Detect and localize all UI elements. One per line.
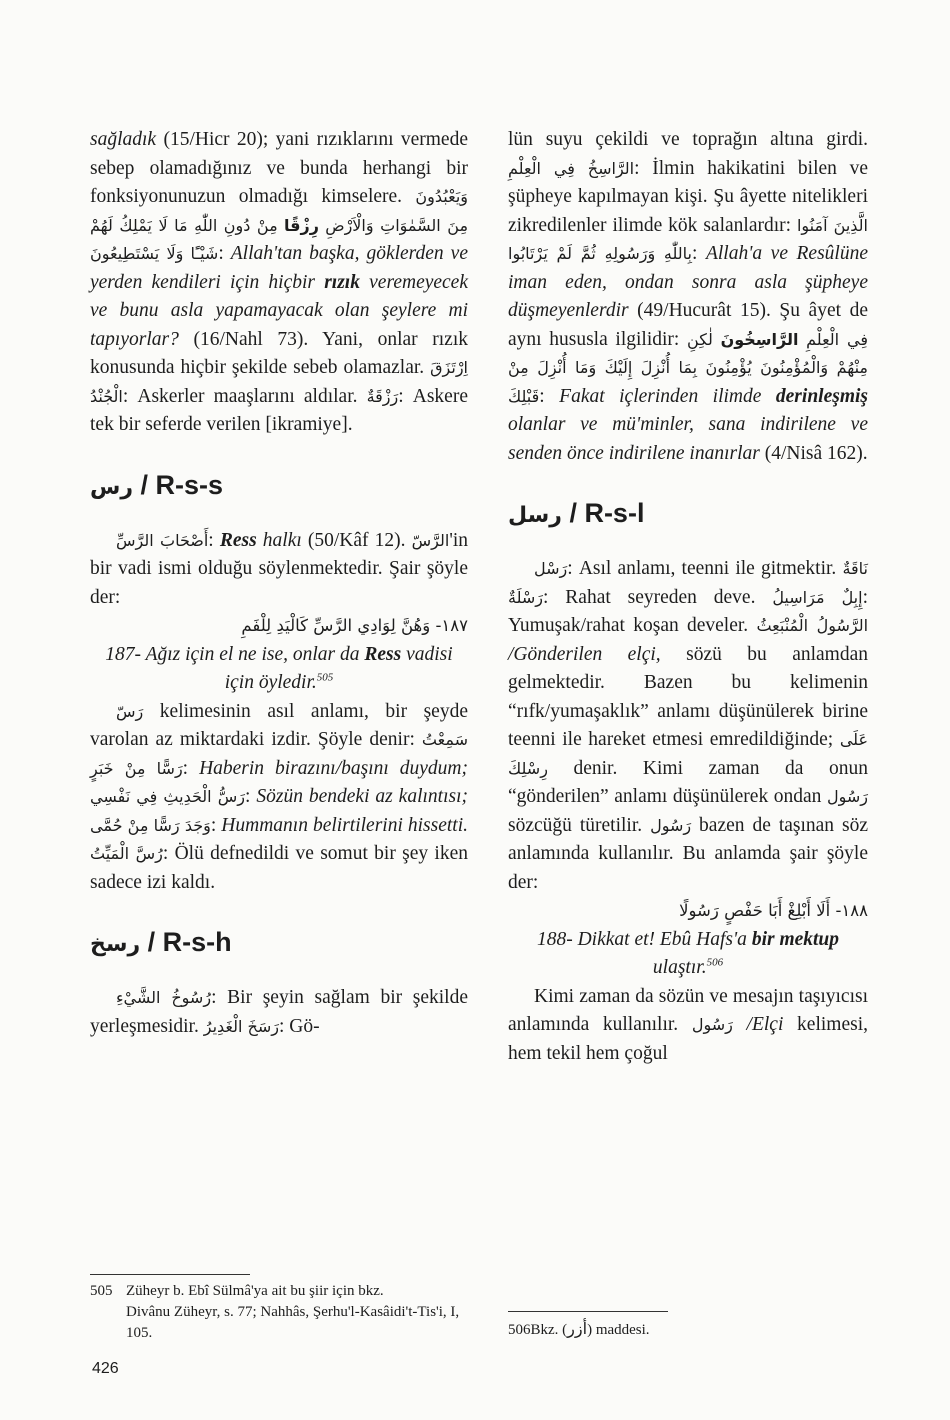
body-text: : <box>182 757 200 779</box>
arabic-text: اِرْتَزَقَ الْجُنْدُ <box>90 358 468 406</box>
italic-text: Allah'a ve Resûlüne iman eden, ondan sonra asla şüpheye düşmeyenlerdir <box>508 243 868 321</box>
body-text: 'in bir vadi ismi olduğu söylenmektedir. Şair şöyle der: <box>90 529 468 608</box>
body-text: : Bir şeyin sağlam bir şekilde yerleşmesidir. <box>90 987 468 1037</box>
verse-188-arabic: ١٨٨- أَلَا أَبْلِغْ أَبَا حَفْصٍ رَسُولًا <box>679 901 868 920</box>
italic-text: veremeyecek ve bunu asla yapamayacak olan şeylere mi tapıyorlar? <box>90 271 468 350</box>
footnote-rule <box>90 1274 250 1275</box>
bold-italic-text: Ress <box>219 529 257 551</box>
bold-italic-text: Ress <box>364 643 402 665</box>
italic-text: vadisi için öyledir. <box>224 643 453 693</box>
arabic-text: الرَّاسِخُونَ <box>720 329 799 349</box>
italic-text: Hummanın belirtilerini hissetti. <box>221 814 468 836</box>
italic-text: /Elçi <box>732 1014 784 1035</box>
body-text: lün suyu çekildi ve toprağın altına girdi. <box>508 129 868 150</box>
footnote-number: 505 <box>90 1283 113 1299</box>
body-text: bazen de taşınan söz anlamında kullanılır. Bu anlamda şair şöyle der: <box>508 814 868 893</box>
arabic-text: رَسُّ الْحَدِيثِ فِي نَفْسِي <box>90 787 246 806</box>
bold-italic-text: rızık <box>324 271 360 293</box>
italic-text: Sözün bendeki az kalıntısı; <box>256 786 469 807</box>
body-text: : <box>210 814 222 836</box>
paragraph <box>90 698 468 898</box>
body-text: : Yumuşak/rahat koşan develer. <box>508 586 869 636</box>
arabic-text: رَسّ <box>116 701 144 721</box>
arabic-text: أزر <box>567 1319 588 1338</box>
body-text: : Askere tek bir seferde verilen [ikramiye]. <box>90 385 468 435</box>
arabic-text: مِنَ السَّمٰوَاتِ وَالْاَرْضِ شَيْـًٔا وَلَا يَسْتَطِيعُونَ <box>90 215 469 263</box>
entry-heading-r-s-s <box>90 468 468 505</box>
arabic-text: رَسُول <box>691 1015 733 1034</box>
verse-187-arabic: ١٨٧- وَهُنَّ لِوَادِي الرَّسِّ كَالْيَدِ لِلْفَمِ <box>241 616 468 635</box>
italic-text: /Gönderilen elçi, <box>508 643 661 665</box>
body-text: : <box>218 243 231 264</box>
paragraph <box>508 983 868 1069</box>
arabic-text: رَسَخَ الْغَدِيرُ <box>203 1016 279 1036</box>
italic-text: sağladık <box>90 129 157 150</box>
italic-text: 188- Dikkat et! Ebû Hafs'a <box>536 928 752 950</box>
body-text: (4/Nisâ 162). <box>759 442 868 464</box>
footnote-text: Divânu Züheyr, s. 77; Nahhâs, Şerhu'l-Kasâidi't-Tis'i, I, 105. <box>126 1304 460 1341</box>
arabic-text: رُسُوخُ الشَّيْءِ <box>116 988 212 1007</box>
arabic-text: الرَّسّ <box>411 530 450 550</box>
body-text: : İlmin hakikatini bilen ve şüpheye kapılmayan kişi. Şu âyette nitelikleri zikredilenler ilimde kök salanlardır: <box>508 157 869 236</box>
footnote-ref: 506 <box>706 956 724 969</box>
footnote-number: 506 <box>508 1322 531 1338</box>
right-column <box>508 126 868 1068</box>
paragraph <box>90 126 468 440</box>
body-text: sözcüğü türetilir. <box>508 814 651 836</box>
arabic-text: سَمِعْتُ رَسًّا مِنْ خَبَرٍ <box>90 730 468 778</box>
footnote-rule <box>508 1311 668 1312</box>
body-text: Kimi zaman da sözün ve mesajın taşıyıcısı anlamında kullanılır. <box>508 985 868 1035</box>
italic-text: olanlar ve mü'minler, sana indirilene ve senden önce indirilene inanırlar <box>508 414 868 464</box>
arabic-text: أَصْحَابَ الرَّسِّ <box>116 530 209 550</box>
left-column <box>90 126 468 1041</box>
footnote-506 <box>508 1311 868 1341</box>
arabic-text: فِي الْعِلْمِ مِنْهُمْ وَالْمُؤْمِنُونَ يُؤْمِنُونَ بِمَا أُنْزِلَ إِلَيْكَ وَمَا أُنْزِلَ مِنْ قَبْلِكَ <box>508 329 868 406</box>
arabic-text: الرَّاسِخُ فِي الْعِلْمِ <box>508 158 635 178</box>
italic-text: Allah'tan başka, göklerden ve yerden kendileri için hiçbir <box>90 243 468 293</box>
body-text: (49/Hucurât 15). Şu âyet de aynı hususla ilgilidir: <box>508 300 868 350</box>
body-text: : Asıl anlamı, teenni ile gitmektir. <box>567 558 843 579</box>
paragraph <box>508 126 868 468</box>
arabic-text: عَلَى رِسْلِكَ <box>508 730 868 778</box>
footnote-505 <box>90 1274 468 1344</box>
arabic-text: وَجَدَ رَسًّا مِنْ حُمَّى <box>90 815 211 835</box>
root-label: / R-s-l <box>561 498 645 528</box>
arabic-text: الَّذِينَ آمَنُوا بِاللّٰهِ وَرَسُولِهِ ثُمَّ لَمْ يَرْتَابُوا <box>508 215 868 263</box>
arabic-text: رُسَّ الْمَيِّتُ <box>90 844 163 863</box>
arabic-root: رسخ <box>90 932 141 957</box>
body-text: (16/Nahl 73). Yani, onlar rızık konusunda hiçbir şekilde sebeb olamazlar. <box>90 328 468 378</box>
footnote-ref: 505 <box>316 671 334 684</box>
footnote-text: ) maddesi. <box>587 1322 650 1338</box>
entry-heading-r-s-h <box>90 925 468 962</box>
arabic-text: وَيَعْبُدُونَ مِنْ دُونِ اللّٰهِ مَا لَا يَمْلِكُ لَهُمْ <box>90 187 468 235</box>
body-text: : Askerler maaşlarını aldılar. <box>122 385 367 407</box>
bold-italic-text: bir mektup <box>751 928 840 950</box>
body-text: : <box>692 243 706 264</box>
italic-text: Fakat içlerinden ilimde <box>559 385 776 407</box>
arabic-root: رس <box>90 474 134 500</box>
body-text: kelimesi, hem tekil hem çoğul <box>508 1014 868 1064</box>
arabic-text: رَسُول <box>826 787 868 806</box>
arabic-text: رَسُول <box>650 815 692 835</box>
italic-text: halkı <box>256 529 302 551</box>
body-text: : Gö- <box>279 1015 320 1037</box>
body-text: : Ölü defnedildi ve somut bir şey iken sadece izi kaldı. <box>90 843 468 893</box>
paragraph <box>508 555 868 897</box>
bold-italic-text: derinleşmiş <box>775 385 868 407</box>
footnote-line <box>90 1281 468 1302</box>
verse-188-translation <box>508 926 868 983</box>
footnote-text: Bkz. ( <box>530 1322 568 1338</box>
arabic-text: رَسْل <box>534 559 568 578</box>
root-label: / R-s-s <box>133 469 224 500</box>
body-text: sözü bu anlamdan gelmektedir. Bazen bu kelimenin “rıfk/yumaşaklık” anlamı düşünülerek birine teenni ile hareket etmesi emredildiğinde; <box>508 643 868 750</box>
paragraph <box>90 527 468 613</box>
body-text: (50/Kâf 12). <box>301 529 412 551</box>
body-text: denir. Kimi zaman da onun “gönderilen” anlamı düşünülerek ondan <box>508 757 868 807</box>
arabic-text: الرَّسُولُ الْمُنْبَعِثُ <box>756 616 869 635</box>
footnote-line <box>508 1318 868 1341</box>
arabic-text: رَزْقَةٌ <box>366 386 399 406</box>
arabic-root: رسل <box>508 503 562 528</box>
body-text: : Rahat seyreden deve. <box>543 586 773 608</box>
body-text: kelimesinin asıl anlamı, bir şeyde varolan az miktardaki izdir. Şöyle denir: <box>90 700 468 750</box>
paragraph <box>90 984 468 1041</box>
entry-heading-r-s-l <box>508 496 868 533</box>
body-text: (15/Hicr 20); yani rızıklarını vermede sebep olamadığınız ve bunda herhangi bir fonksiyonunuzun olmadığı kimselere. <box>90 129 468 207</box>
verse-187-translation <box>90 641 468 698</box>
body-text: : <box>245 786 257 807</box>
italic-text: ulaştır. <box>652 957 707 978</box>
arabic-text: رِزْقًا <box>284 215 319 235</box>
arabic-text: إِبِلٌ مَرَاسِيلُ <box>772 587 863 607</box>
footnote-text: Züheyr b. Ebî Sülmâ'ya ait bu şiir için bkz. <box>126 1283 384 1299</box>
page-number: 426 <box>92 1360 119 1377</box>
arabic-text: لٰكِنِ <box>687 329 713 349</box>
root-label: / R-s-h <box>140 927 232 957</box>
italic-text: 187- Ağız için el ne ise, onlar da <box>105 643 365 665</box>
arabic-text: نَاقَةٌ رَسْلَةٌ <box>508 559 868 607</box>
body-text: : <box>208 529 220 551</box>
body-text: : <box>539 385 560 407</box>
italic-text: Haberin birazını/başını duydum; <box>199 757 468 779</box>
